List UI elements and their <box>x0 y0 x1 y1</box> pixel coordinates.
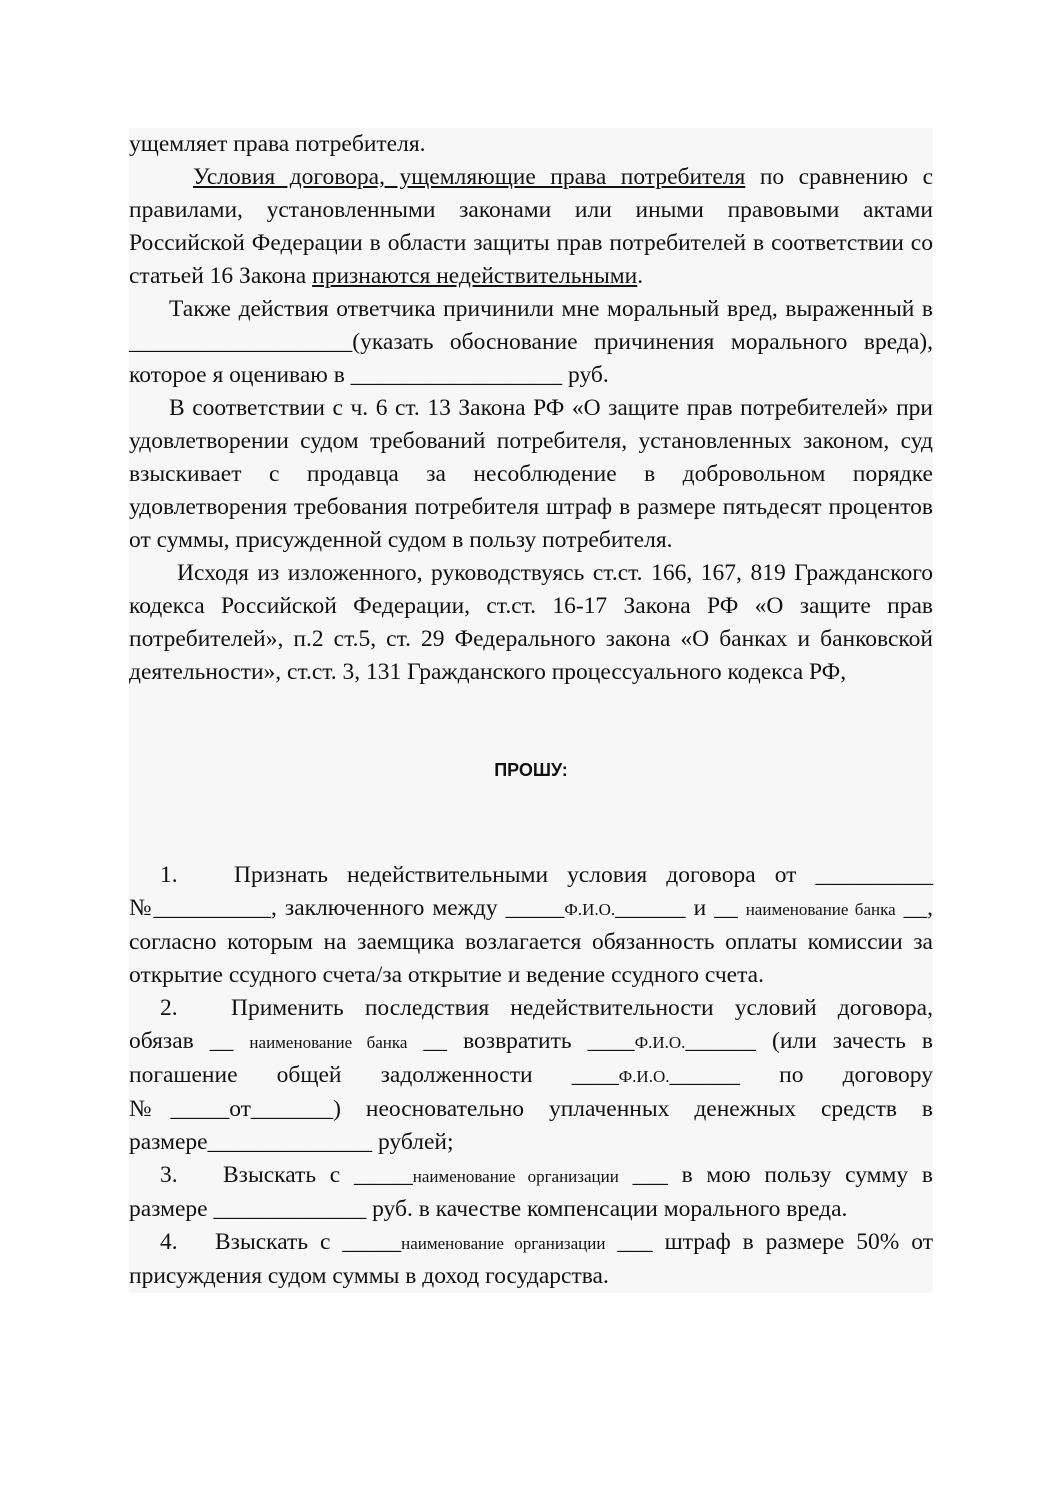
item-number: 2. <box>160 995 178 1021</box>
placeholder-organization-name: наименование организации <box>401 1234 606 1253</box>
paragraph-moral-damage: Также действия ответчика причинили мне моральный вред, выраженный в ___________________(указать обоснование причинения морального вреда), которое я оцениваю в __________________ руб. <box>129 293 933 392</box>
placeholder-fio: Ф.И.О. <box>618 1067 670 1086</box>
item-number: 1. <box>160 862 178 888</box>
text-span: . <box>637 263 644 289</box>
text-span: ______ и __ <box>615 895 746 921</box>
request-item-4 <box>129 1226 933 1293</box>
placeholder-bank-name: наименование банка <box>745 900 896 919</box>
text-span: по сравнению с правилами, установленными законами или иными правовыми актами Российской Федерации в области защиты прав потребителей в соответствии со статьей 16 Закона <box>129 164 933 289</box>
placeholder-fio: Ф.И.О. <box>564 900 616 919</box>
text-span: ______ (или зачесть в погашение общей задолженности ____ <box>129 1028 933 1088</box>
paragraph-fine-clause: В соответствии с ч. 6 ст. 13 Закона РФ «О защите прав потребителей» при удовлетворении судом требований потребителя, установленных законом, суд взыскивает с продавца за несоблюдение в добровольном порядке удовлетворения требования потребителя штраф в размере пятьдесят процентов от суммы, присужденной судом в пользу потребителя. <box>129 392 933 557</box>
document-body <box>129 128 933 1293</box>
text-span: Признать недействительными условия договора от __________ №__________, заключенного между _____ <box>129 862 933 921</box>
paragraph-legal-basis: Исходя из изложенного, руководствуясь ст.ст. 166, 167, 819 Гражданского кодекса Российской Федерации, ст.ст. 16-17 Закона РФ «О защите прав потребителей», п.2 ст.5, ст. 29 Федерального закона «О банках и банковской деятельности», ст.ст. 3, 131 Гражданского процессуального кодекса РФ, <box>129 557 933 689</box>
placeholder-organization-name: наименование организации <box>412 1167 619 1186</box>
text-span: Применить последствия недействительности условий договора, обязав __ <box>129 995 933 1054</box>
item-number: 4. <box>160 1229 178 1255</box>
text-span: Взыскать с _____ <box>215 1229 402 1255</box>
placeholder-fio: Ф.И.О. <box>634 1033 686 1052</box>
underlined-recognized-invalid: признаются недействительными <box>312 263 638 289</box>
item-number: 3. <box>160 1162 178 1188</box>
text-span: ___ штраф в размере 50% от присуждения судом суммы в доход государства. <box>129 1229 933 1289</box>
request-item-1 <box>129 859 933 992</box>
text-span: __ возвратить ____ <box>407 1028 635 1054</box>
spacer <box>129 781 933 859</box>
text-span: Взыскать с _____ <box>223 1162 413 1188</box>
paragraph-consumer-rights-end: ущемляет права потребителя. <box>129 128 933 161</box>
placeholder-bank-name: наименование банка <box>249 1033 408 1052</box>
text-span: ___ в мою пользу сумму в размере _____________ руб. в качестве компенсации морального вреда. <box>129 1162 933 1222</box>
spacer <box>129 689 933 759</box>
text-span: __, согласно которым на заемщика возлагается обязанность оплаты комиссии за открытие ссудного счета/за открытие и ведение ссудного счета. <box>129 895 934 988</box>
text-span: ______ по договору №_____от_______) неосновательно уплаченных денежных средств в размере______________ рублей; <box>129 1062 933 1155</box>
underlined-contract-conditions: Условия договора, ущемляющие права потребителя <box>193 164 746 190</box>
section-heading-request: ПРОШУ: <box>129 759 933 781</box>
request-item-2 <box>129 992 933 1159</box>
paragraph-contract-conditions <box>129 161 933 293</box>
request-item-3 <box>129 1159 933 1226</box>
